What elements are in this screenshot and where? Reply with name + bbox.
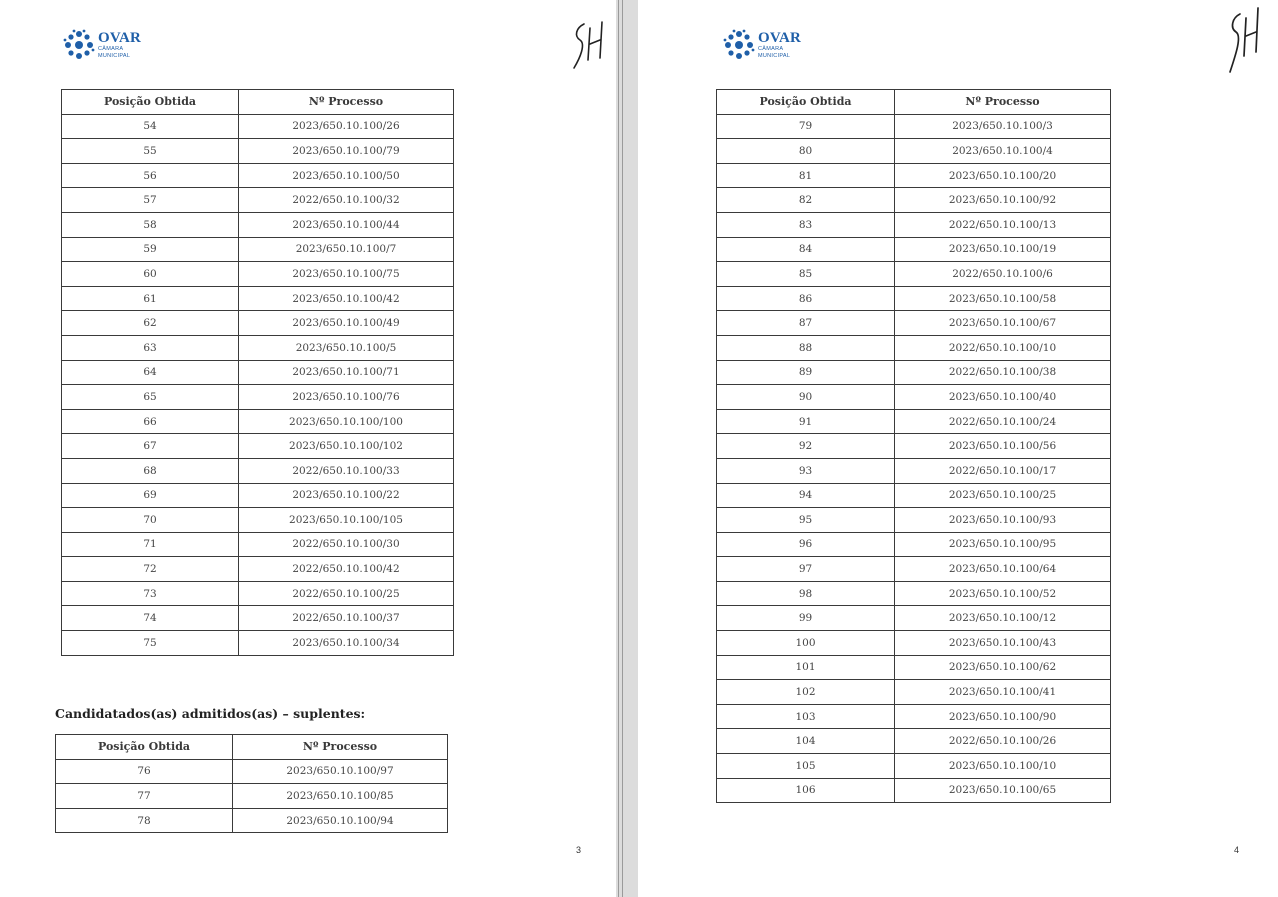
table-body [56,759,448,833]
position-cell: 74 [62,606,239,631]
position-cell: 57 [62,188,239,213]
logo-subtitle-2: MUNICIPAL [98,52,131,59]
table-row [717,606,1111,631]
position-cell: 82 [717,188,895,213]
table-row [717,335,1111,360]
process-cell: 2022/650.10.100/32 [239,188,454,213]
table-row [62,508,454,533]
position-cell: 77 [56,784,233,809]
ovar-logo [722,28,801,62]
process-cell: 2022/650.10.100/24 [895,409,1111,434]
table-row [62,139,454,164]
substitutes-table [55,734,448,833]
position-cell: 70 [62,508,239,533]
position-cell: 66 [62,409,239,434]
table-row [62,262,454,287]
process-cell: 2022/650.10.100/30 [239,532,454,557]
table-row [62,581,454,606]
process-cell: 2023/650.10.100/65 [895,778,1111,803]
process-cell: 2023/650.10.100/75 [239,262,454,287]
substitutes-heading: Candidatados(as) admitidos(as) – suplentes: [55,706,366,721]
position-cell: 96 [717,532,895,557]
position-cell: 93 [717,458,895,483]
position-cell: 60 [62,262,239,287]
process-cell: 2022/650.10.100/10 [895,335,1111,360]
column-header-position: Posição Obtida [62,90,239,115]
position-cell: 100 [717,631,895,656]
table-row [62,532,454,557]
position-cell: 90 [717,385,895,410]
process-cell: 2022/650.10.100/26 [895,729,1111,754]
process-cell: 2023/650.10.100/34 [239,631,454,656]
table-row [56,759,448,784]
position-cell: 68 [62,458,239,483]
column-header-position: Posição Obtida [56,735,233,760]
table-row [717,311,1111,336]
table-row [717,631,1111,656]
process-cell: 2022/650.10.100/42 [239,557,454,582]
process-cell: 2023/650.10.100/71 [239,360,454,385]
process-cell: 2023/650.10.100/20 [895,163,1111,188]
position-cell: 69 [62,483,239,508]
ovar-emblem-icon [62,28,96,62]
process-cell: 2022/650.10.100/25 [239,581,454,606]
position-cell: 54 [62,114,239,139]
table-row [62,237,454,262]
logo-subtitle-1: CÂMARA [98,46,124,52]
table-row [62,434,454,459]
column-header-position: Posição Obtida [717,90,895,115]
process-cell: 2023/650.10.100/12 [895,606,1111,631]
process-cell: 2023/650.10.100/3 [895,114,1111,139]
table-row [717,237,1111,262]
position-cell: 92 [717,434,895,459]
table-row [717,139,1111,164]
table-row [62,311,454,336]
position-cell: 58 [62,212,239,237]
table-header-row [717,90,1111,115]
table-row [62,385,454,410]
process-cell: 2023/650.10.100/94 [233,808,448,833]
table-row [62,409,454,434]
process-cell: 2023/650.10.100/25 [895,483,1111,508]
position-cell: 73 [62,581,239,606]
table-row [717,434,1111,459]
process-cell: 2023/650.10.100/90 [895,704,1111,729]
process-cell: 2022/650.10.100/33 [239,458,454,483]
table-row [717,212,1111,237]
process-cell: 2023/650.10.100/62 [895,655,1111,680]
column-header-process: Nº Processo [233,735,448,760]
table-row [717,532,1111,557]
process-cell: 2023/650.10.100/43 [895,631,1111,656]
process-cell: 2023/650.10.100/76 [239,385,454,410]
handwritten-signature [570,18,614,70]
table-row [62,360,454,385]
process-cell: 2023/650.10.100/26 [239,114,454,139]
process-cell: 2023/650.10.100/7 [239,237,454,262]
page-number: 4 [1234,845,1240,855]
position-cell: 86 [717,286,895,311]
position-cell: 104 [717,729,895,754]
position-cell: 85 [717,262,895,287]
table-row [717,729,1111,754]
process-cell: 2023/650.10.100/58 [895,286,1111,311]
table-row [62,631,454,656]
process-cell: 2023/650.10.100/22 [239,483,454,508]
position-cell: 102 [717,680,895,705]
table-header-row [56,735,448,760]
position-cell: 56 [62,163,239,188]
position-cell: 99 [717,606,895,631]
process-cell: 2023/650.10.100/67 [895,311,1111,336]
process-cell: 2023/650.10.100/64 [895,557,1111,582]
position-cell: 72 [62,557,239,582]
position-cell: 101 [717,655,895,680]
logo-subtitle-2: MUNICIPAL [758,52,791,59]
table-row [62,114,454,139]
position-cell: 63 [62,335,239,360]
document-page-4 [638,0,1278,897]
process-cell: 2023/650.10.100/44 [239,212,454,237]
process-cell: 2023/650.10.100/95 [895,532,1111,557]
position-cell: 59 [62,237,239,262]
table-row [62,163,454,188]
table-row [717,754,1111,779]
position-cell: 55 [62,139,239,164]
position-cell: 103 [717,704,895,729]
position-cell: 71 [62,532,239,557]
position-cell: 81 [717,163,895,188]
process-cell: 2023/650.10.100/56 [895,434,1111,459]
process-cell: 2023/650.10.100/42 [239,286,454,311]
table-row [62,483,454,508]
process-cell: 2022/650.10.100/17 [895,458,1111,483]
process-cell: 2023/650.10.100/105 [239,508,454,533]
position-cell: 64 [62,360,239,385]
process-cell: 2023/650.10.100/85 [233,784,448,809]
table-row [717,458,1111,483]
process-cell: 2023/650.10.100/100 [239,409,454,434]
position-cell: 105 [717,754,895,779]
ovar-logo [62,28,141,62]
table-row [717,409,1111,434]
process-cell: 2023/650.10.100/5 [239,335,454,360]
position-cell: 80 [717,139,895,164]
table-row [717,385,1111,410]
position-cell: 98 [717,581,895,606]
table-row [62,188,454,213]
position-cell: 88 [717,335,895,360]
page-number: 3 [576,845,582,855]
table-row [717,655,1111,680]
table-row [717,483,1111,508]
table-row [56,784,448,809]
position-cell: 97 [717,557,895,582]
logo-title: OVAR [98,30,142,46]
process-cell: 2022/650.10.100/13 [895,212,1111,237]
process-cell: 2023/650.10.100/41 [895,680,1111,705]
table-row [717,286,1111,311]
table-row [717,360,1111,385]
position-cell: 83 [717,212,895,237]
process-cell: 2023/650.10.100/92 [895,188,1111,213]
table-row [717,163,1111,188]
table-row [62,458,454,483]
position-cell: 62 [62,311,239,336]
position-cell: 76 [56,759,233,784]
process-cell: 2023/650.10.100/10 [895,754,1111,779]
handwritten-signature [1224,6,1270,76]
process-cell: 2023/650.10.100/19 [895,237,1111,262]
position-cell: 94 [717,483,895,508]
table-row [62,286,454,311]
position-cell: 78 [56,808,233,833]
table-row [62,335,454,360]
ovar-emblem-icon [722,28,756,62]
process-cell: 2023/650.10.100/97 [233,759,448,784]
position-cell: 95 [717,508,895,533]
process-cell: 2023/650.10.100/50 [239,163,454,188]
ranking-table [61,89,454,656]
position-cell: 87 [717,311,895,336]
table-row [62,212,454,237]
position-cell: 106 [717,778,895,803]
process-cell: 2023/650.10.100/52 [895,581,1111,606]
process-cell: 2023/650.10.100/4 [895,139,1111,164]
column-header-process: Nº Processo [895,90,1111,115]
position-cell: 79 [717,114,895,139]
logo-title: OVAR [758,30,802,46]
position-cell: 65 [62,385,239,410]
table-row [717,188,1111,213]
position-cell: 61 [62,286,239,311]
ranking-table [716,89,1111,803]
process-cell: 2023/650.10.100/40 [895,385,1111,410]
table-row [717,557,1111,582]
logo-subtitle-1: CÂMARA [758,46,784,52]
table-row [56,808,448,833]
process-cell: 2022/650.10.100/37 [239,606,454,631]
process-cell: 2023/650.10.100/79 [239,139,454,164]
table-row [717,114,1111,139]
page-divider [622,0,623,897]
process-cell: 2023/650.10.100/93 [895,508,1111,533]
table-row [717,508,1111,533]
process-cell: 2022/650.10.100/38 [895,360,1111,385]
table-row [62,606,454,631]
table-row [717,704,1111,729]
document-page-3 [0,0,616,897]
table-row [62,557,454,582]
table-header-row [62,90,454,115]
process-cell: 2023/650.10.100/102 [239,434,454,459]
process-cell: 2022/650.10.100/6 [895,262,1111,287]
position-cell: 91 [717,409,895,434]
process-cell: 2023/650.10.100/49 [239,311,454,336]
column-header-process: Nº Processo [239,90,454,115]
table-row [717,778,1111,803]
position-cell: 89 [717,360,895,385]
table-row [717,262,1111,287]
position-cell: 67 [62,434,239,459]
position-cell: 75 [62,631,239,656]
table-row [717,581,1111,606]
page-divider [618,0,619,897]
table-body [62,114,454,655]
table-row [717,680,1111,705]
position-cell: 84 [717,237,895,262]
table-body [717,114,1111,803]
